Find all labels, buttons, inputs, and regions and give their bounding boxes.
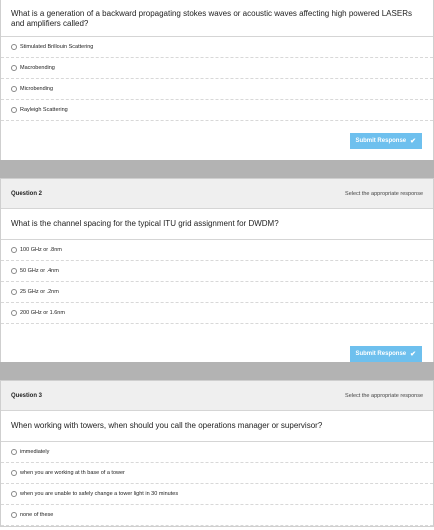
radio-icon[interactable]: [11, 268, 17, 274]
option-item[interactable]: [1, 37, 433, 58]
check-icon: ✔: [410, 350, 416, 358]
submit-row: [1, 121, 433, 161]
question-text: [1, 209, 433, 240]
option-item[interactable]: [1, 505, 433, 526]
question-number: Question 2: [11, 190, 43, 197]
section-separator: [0, 362, 434, 382]
option-item[interactable]: [1, 100, 433, 121]
question-text-label: What is the channel spacing for the typical ITU grid assignment for DWDM?: [11, 219, 279, 228]
radio-icon[interactable]: [11, 86, 17, 92]
question-instruction: Select the appropriate response: [345, 392, 423, 399]
radio-icon[interactable]: [11, 107, 17, 113]
option-item[interactable]: [1, 282, 433, 303]
submit-response-button[interactable]: [350, 133, 422, 149]
option-item[interactable]: [1, 261, 433, 282]
question-text: [1, 411, 433, 442]
radio-icon[interactable]: [11, 449, 17, 455]
radio-icon[interactable]: [11, 512, 17, 518]
option-label: none of these: [20, 512, 54, 518]
radio-icon[interactable]: [11, 65, 17, 71]
option-label: when you are working at th base of a tower: [20, 470, 125, 476]
option-label: immediately: [20, 449, 50, 455]
submit-response-button[interactable]: [350, 346, 422, 362]
submit-label: Submit Response: [355, 138, 407, 144]
radio-icon[interactable]: [11, 247, 17, 253]
option-label: Stimulated Brillouin Scattering: [20, 44, 94, 50]
question-card-1: [0, 0, 434, 162]
option-item[interactable]: [1, 463, 433, 484]
submit-label: Submit Response: [355, 351, 407, 357]
question-header: [1, 381, 433, 411]
option-item[interactable]: [1, 484, 433, 505]
question-text: [1, 0, 433, 37]
question-header: [1, 179, 433, 209]
radio-icon[interactable]: [11, 44, 17, 50]
question-instruction: Select the appropriate response: [345, 190, 423, 197]
section-separator: [0, 160, 434, 180]
option-label: when you are unable to safely change a tower light in 30 minutes: [20, 491, 179, 497]
option-label: Microbending: [20, 86, 54, 92]
question-text-label: When working with towers, when should you call the operations manager or supervisor?: [11, 421, 323, 430]
question-card-3: [0, 380, 434, 527]
option-item[interactable]: [1, 442, 433, 463]
option-label: Macrobending: [20, 65, 55, 71]
option-item[interactable]: [1, 58, 433, 79]
option-label: 200 GHz or 1.6nm: [20, 310, 65, 316]
question-number: Question 3: [11, 392, 43, 399]
radio-icon[interactable]: [11, 491, 17, 497]
radio-icon[interactable]: [11, 289, 17, 295]
option-item[interactable]: [1, 79, 433, 100]
option-label: 50 GHz or .4nm: [20, 268, 59, 274]
question-text-label: What is a generation of a backward propagating stokes waves or acoustic waves affecting high powered LASERs and amplifiers called?: [11, 9, 412, 28]
check-icon: ✔: [410, 137, 416, 145]
question-card-2: [0, 178, 434, 385]
radio-icon[interactable]: [11, 310, 17, 316]
option-item[interactable]: [1, 240, 433, 261]
option-label: 25 GHz or .2nm: [20, 289, 59, 295]
radio-icon[interactable]: [11, 470, 17, 476]
option-label: 100 GHz or .8nm: [20, 247, 62, 253]
option-item[interactable]: [1, 303, 433, 324]
option-label: Rayleigh Scattering: [20, 107, 68, 113]
